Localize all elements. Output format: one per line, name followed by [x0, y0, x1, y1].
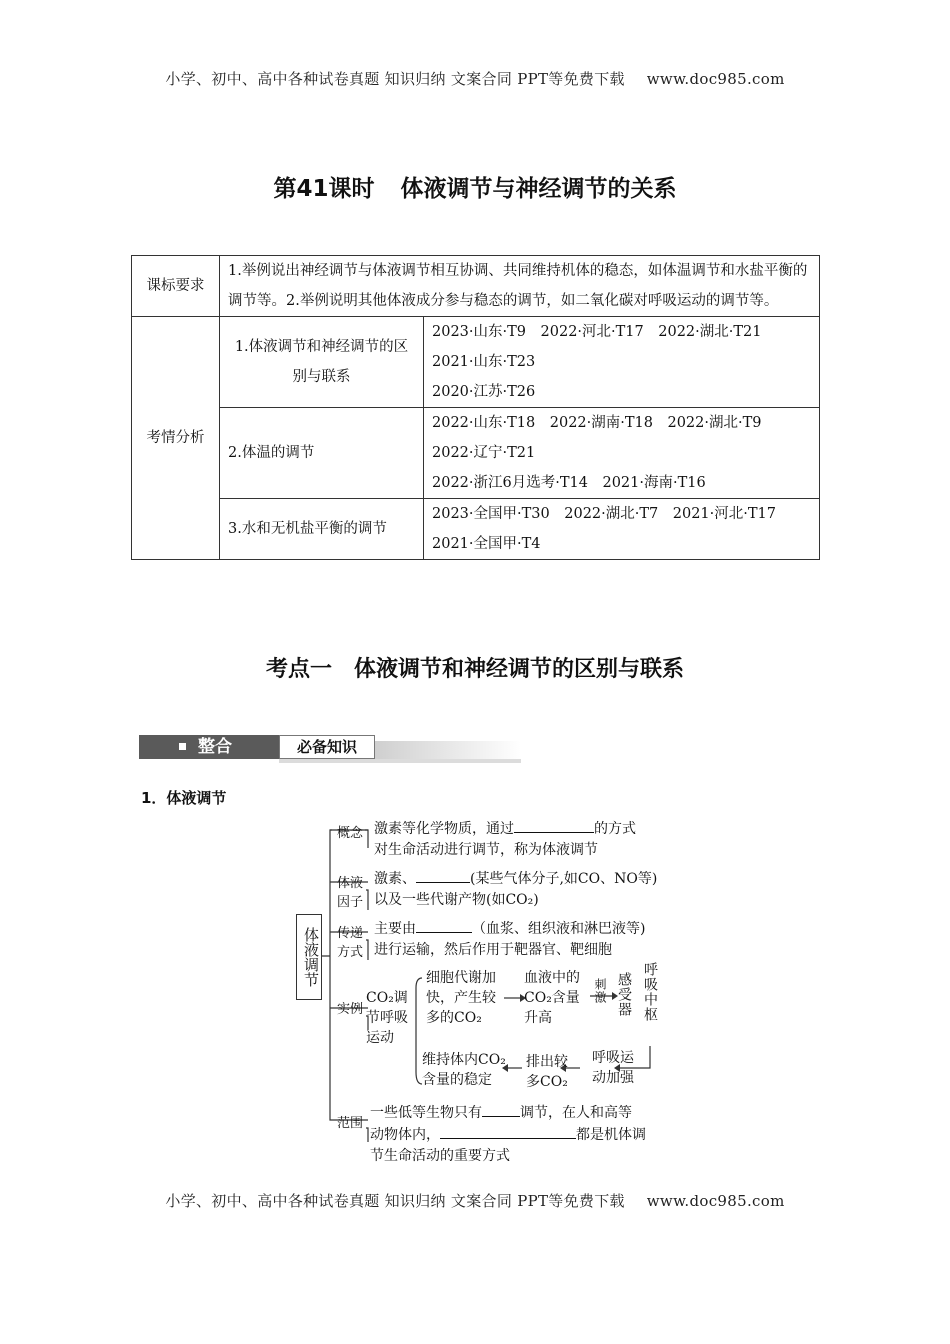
- expel-line: 排出较: [526, 1054, 568, 1070]
- table-row: [132, 256, 820, 317]
- table-row: [132, 408, 820, 499]
- breath-line: 动加强: [592, 1070, 634, 1086]
- square-bullet-icon: [179, 743, 186, 750]
- page-footer: [0, 1190, 950, 1211]
- blood-line: CO₂含量: [524, 990, 580, 1006]
- banner-underline: [279, 759, 521, 763]
- topic-cell: 1.体液调节和神经调节的区别与联系: [220, 317, 424, 408]
- lesson-number: 第41课时: [273, 176, 375, 202]
- breath-line: 呼吸运: [592, 1050, 634, 1066]
- section-title: 考点一 体液调节和神经调节的区别与联系: [265, 657, 684, 682]
- exam-line: 2020·江苏·T26: [432, 384, 536, 400]
- co2-line: 节呼吸: [366, 1010, 408, 1026]
- transfer-label: 传递: [337, 926, 364, 941]
- analysis-label: 考情分析: [132, 317, 220, 560]
- lesson-name: 体液调节与神经调节的关系: [400, 176, 677, 202]
- exam-line: 2021·山东·T23: [432, 354, 536, 370]
- blood-line: 血液中的: [524, 970, 580, 986]
- concept-line: 激素等化学物质，通过 的方式: [374, 818, 636, 839]
- exam-cell: [424, 408, 820, 499]
- answer-blank[interactable]: [514, 818, 594, 833]
- subsection-title: 1．体液调节: [141, 789, 227, 807]
- co2-line: CO₂调: [366, 990, 408, 1006]
- scope-label: 范围: [337, 1116, 364, 1131]
- answer-blank[interactable]: [416, 868, 470, 883]
- req-text: 1.举例说出神经调节与体液调节相互协调、共同维持机体的稳态，如体温调节和水盐平衡的调节等。2.举例说明其他体液成分参与稳态的调节，如二氧化碳对呼吸运动的调节等。: [220, 256, 820, 317]
- header-url[interactable]: www.doc985.com: [646, 70, 785, 88]
- footer-text: 小学、初中、高中各种试卷真题 知识归纳 文案合同 PPT等免费下载: [165, 1192, 625, 1210]
- diagram-root: 体液调节: [296, 914, 322, 1000]
- section-banner: [139, 733, 521, 763]
- root-bracket: [322, 830, 336, 1120]
- header-text: 小学、初中、高中各种试卷真题 知识归纳 文案合同 PPT等免费下载: [165, 70, 625, 88]
- transfer-label: 方式: [337, 945, 364, 960]
- exam-line: 2023·山东·T9 2022·河北·T17 2022·湖北·T21: [432, 324, 762, 340]
- respiratory-center-text: 呼吸中枢: [642, 962, 658, 1022]
- banner-main: [139, 735, 279, 759]
- exam-cell: [424, 317, 820, 408]
- topic-cell: 2.体温的调节: [220, 408, 424, 499]
- table-row: [132, 317, 820, 408]
- exam-cell: [424, 499, 820, 560]
- exam-line: 2023·全国甲·T30 2022·湖北·T7 2021·河北·T17: [432, 506, 776, 522]
- transfer-line: 主要由 （血浆、组织液和淋巴液等): [374, 918, 645, 939]
- footer-url[interactable]: www.doc985.com: [646, 1192, 785, 1210]
- stimulus-text: 刺激: [593, 978, 607, 1004]
- example-label: 实例: [337, 1002, 364, 1017]
- scope-line: 动物体内， 都是机体调: [370, 1124, 646, 1145]
- table-row: [132, 499, 820, 560]
- factor-line: 激素、 (某些气体分子,如CO、NO等): [374, 868, 657, 889]
- page-header: [0, 68, 950, 89]
- exam-line: 2021·全国甲·T4: [432, 536, 541, 552]
- scope-line: 一些低等生物只有 调节，在人和高等: [370, 1102, 632, 1123]
- maintain-line: 维持体内CO₂: [422, 1052, 506, 1068]
- factor-label: 体液: [337, 876, 364, 891]
- transfer-line: 进行运输，然后作用于靶器官、靶细胞: [374, 942, 612, 958]
- answer-blank[interactable]: [440, 1124, 576, 1139]
- page-title: [0, 170, 950, 203]
- exam-line: 2022·浙江6月选考·T14 2021·海南·T16: [432, 475, 706, 491]
- answer-blank[interactable]: [482, 1102, 520, 1117]
- scope-line: 节生命活动的重要方式: [370, 1148, 510, 1164]
- answer-blank[interactable]: [416, 918, 472, 933]
- blood-line: 升高: [524, 1010, 552, 1026]
- exam-line: 2022·辽宁·T21: [432, 445, 536, 461]
- exam-line: 2022·山东·T18 2022·湖南·T18 2022·湖北·T9: [432, 415, 762, 431]
- factor-line: 以及一些代谢产物(如CO₂): [374, 892, 539, 908]
- factor-label: 因子: [337, 895, 364, 910]
- topic-cell: 3.水和无机盐平衡的调节: [220, 499, 424, 560]
- cell-line: 快，产生较: [426, 990, 496, 1006]
- receptor-text: 感受器: [616, 972, 632, 1017]
- cell-line: 多的CO₂: [426, 1010, 482, 1026]
- expel-line: 多CO₂: [526, 1074, 568, 1090]
- banner-main-label: 整合: [198, 737, 232, 757]
- concept-diagram: [290, 812, 670, 1172]
- concept-line: 对生命活动进行调节，称为体液调节: [374, 842, 598, 858]
- co2-line: 运动: [366, 1030, 394, 1046]
- req-label: 课标要求: [132, 256, 220, 317]
- maintain-line: 含量的稳定: [422, 1072, 492, 1088]
- banner-tab: 必备知识: [279, 735, 375, 759]
- concept-label: 概念: [337, 826, 364, 841]
- cell-line: 细胞代谢加: [426, 970, 496, 986]
- requirements-table: [131, 255, 820, 560]
